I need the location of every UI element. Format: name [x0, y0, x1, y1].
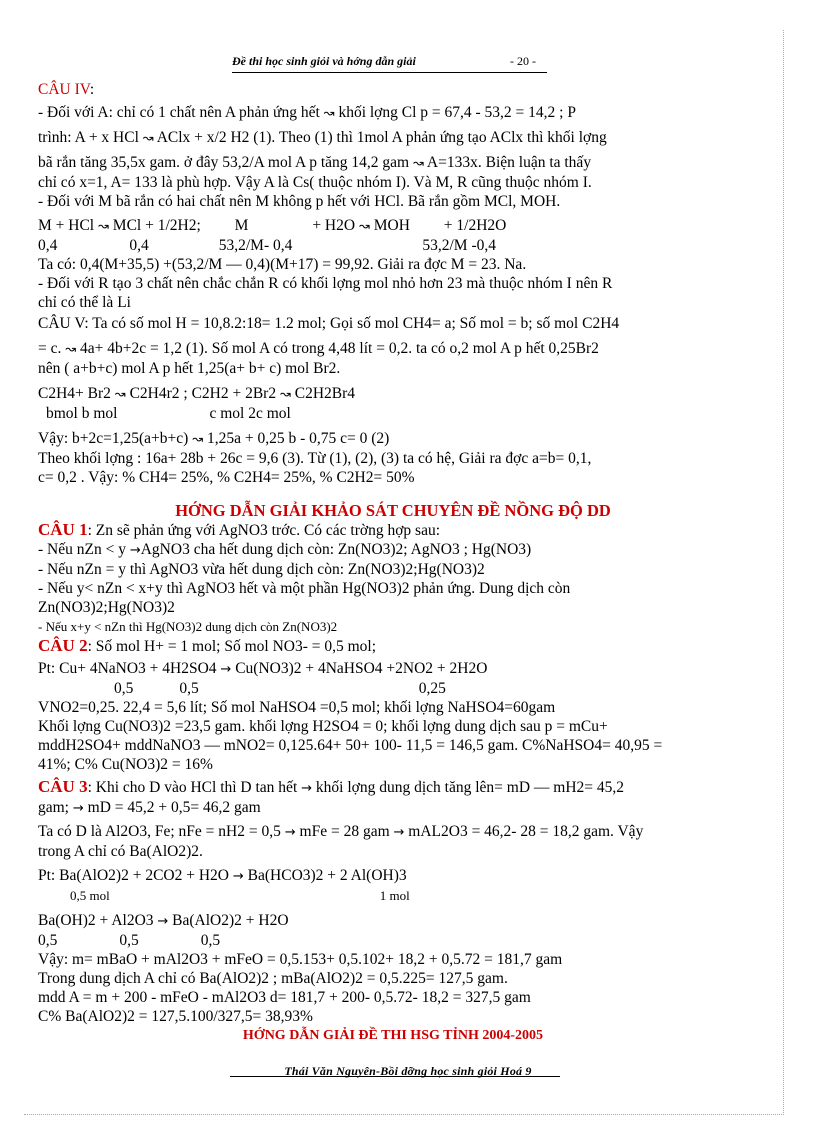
cau5-line: CÂU V: Ta có số mol H = 10,8.2:18= 1.2 mol; Gọi số mol CH4= a; Số mol = b; số mol C2H4	[38, 315, 620, 332]
text-line: gam; → mD = 45,2 + 0,5= 46,2 gam	[38, 799, 261, 816]
page-footer: Thái Văn Nguyên-Bồi dỡng học sinh giỏi Hoá 9	[284, 1064, 532, 1078]
text-line: - Nếu y< nZn < x+y thì AgNO3 hết và một phần Hg(NO3)2 phản ứng. Dung dịch còn	[38, 580, 571, 597]
arrow-icon: →	[220, 662, 232, 677]
text-line: Trong dung dịch A chỉ có Ba(AlO2)2 ; mBa(AlO2)2 = 0,5.225= 127,5 gam.	[38, 970, 508, 987]
text-line: - Nếu nZn < y →AgNO3 cha hết dung dịch còn: Zn(NO3)2; AgNO3 ; Hg(NO3)	[38, 541, 532, 558]
text-line: Khối lợng Cu(NO3)2 =23,5 gam. khối lợng H2SO4 = 0; khối lợng dung dịch sau p = mCu+	[38, 718, 608, 735]
text-line: mdd A = m + 200 - mFeO - mAl2O3 d= 181,7 + 200- 0,5.72- 18,2 = 327,5 gam	[38, 989, 531, 1006]
text-line: trong A chỉ có Ba(AlO2)2.	[38, 843, 203, 860]
document-body	[38, 80, 748, 1045]
text-line: Ta có D là Al2O3, Fe; nFe = nH2 = 0,5 → mFe = 28 gam → mAL2O3 = 46,2- 28 = 18,2 gam. Vậy	[38, 823, 644, 840]
mol-line: 0,5 0,5 0,5	[38, 932, 221, 949]
text-line: trình: A + x HCl ↝ AClx + x/2 H2 (1). Theo (1) thì 1mol A phản ứng tạo AClx thì khối lợng	[38, 129, 607, 146]
section-heading: HỚNG DẪN GIẢI ĐỀ THI HSG TỈNH 2004-2005	[242, 1028, 544, 1043]
curly-arrow-icon: ↝	[412, 156, 424, 171]
text-line: mddH2SO4+ mddNaNO3 — mNO2= 0,125.64+ 50+ 100- 11,5 = 146,5 gam. C%NaHSO4= 40,95 =	[38, 737, 663, 754]
mol-line: 0,4 0,4 53,2/M- 0,4 53,2/M -0,4	[38, 237, 496, 254]
text-line: 41%; C% Cu(NO3)2 = 16%	[38, 756, 213, 773]
equation-line: Ba(OH)2 + Al2O3 → Ba(AlO2)2 + H2O	[38, 912, 289, 929]
arrow-icon: →	[393, 825, 405, 840]
text-line: C% Ba(AlO2)2 = 127,5.100/327,5= 38,93%	[38, 1008, 313, 1025]
curly-arrow-icon: ↝	[192, 432, 204, 447]
arrow-icon: →	[129, 543, 141, 558]
text-line: = c. ↝ 4a+ 4b+2c = 1,2 (1). Số mol A có trong 4,48 lít = 0,2. ta có o,2 mol A p hết 0,25Br2	[38, 340, 599, 357]
cau4-heading: CÂU IV:	[38, 81, 95, 98]
curly-arrow-icon: ↝	[65, 342, 77, 357]
arrow-icon: →	[284, 825, 296, 840]
cau2-line: CÂU 2: Số mol H+ = 1 mol; Số mol NO3- = 0,5 mol;	[38, 636, 377, 655]
header-rule	[232, 72, 547, 73]
curly-arrow-icon: ↝	[114, 387, 126, 402]
curly-arrow-icon: ↝	[358, 219, 370, 234]
text-line: - Nếu x+y < nZn thì Hg(NO3)2 dung dịch còn Zn(NO3)2	[38, 619, 338, 634]
page-number: - 20 -	[510, 54, 536, 68]
arrow-icon: →	[157, 914, 169, 929]
text-line: bã rắn tăng 35,5x gam. ở đây 53,2/A mol A p tăng 14,2 gam ↝ A=133x. Biện luận ta thấy	[38, 154, 592, 171]
text-line: - Nếu nZn = y thì AgNO3 vừa hết dung dịch còn: Zn(NO3)2;Hg(NO3)2	[38, 561, 485, 578]
equation-line: Pt: Cu+ 4NaNO3 + 4H2SO4 → Cu(NO3)2 + 4NaHSO4 +2NO2 + 2H2O	[38, 660, 488, 677]
mol-line: bmol b mol c mol 2c mol	[46, 405, 291, 422]
text-line: c= 0,2 . Vậy: % CH4= 25%, % C2H4= 25%, % C2H2= 50%	[38, 469, 415, 486]
arrow-icon: →	[232, 869, 244, 884]
text-line: Theo khối lợng : 16a+ 28b + 26c = 9,6 (3). Từ (1), (2), (3) ta có hệ, Giải ra đợc a=b= 0,1,	[38, 450, 592, 467]
mol-line: 0,5 0,5 0,25	[114, 680, 446, 697]
section-heading: HỚNG DẪN GIẢI KHẢO SÁT CHUYÊN ĐỀ NỒNG ĐỘ DD	[175, 501, 611, 520]
text-line: Vậy: m= mBaO + mAl2O3 + mFeO = 0,5.153+ 0,5.102+ 18,2 + 0,5.72 = 181,7 gam	[38, 951, 563, 968]
equation-line: M + HCl ↝ MCl + 1/2H2; M + H2O ↝ MOH + 1/2H2O	[38, 217, 507, 234]
text-line: Zn(NO3)2;Hg(NO3)2	[38, 599, 175, 616]
arrow-icon: →	[301, 781, 313, 796]
arrow-icon: →	[72, 801, 84, 816]
text-line: chỉ có thể là Li	[38, 294, 131, 311]
text-line: Ta có: 0,4(M+35,5) +(53,2/M — 0,4)(M+17) = 99,92. Giải ra đợc M = 23. Na.	[38, 256, 527, 273]
text-line: - Đối với R tạo 3 chất nên chắc chắn R có khối lợng mol nhỏ hơn 23 mà thuộc nhóm I nên R	[38, 275, 613, 292]
cau3-line: CÂU 3: Khi cho D vào HCl thì D tan hết → khối lợng dung dịch tăng lên= mD — mH2= 45,2	[38, 777, 625, 796]
text-line: nên ( a+b+c) mol A p hết 1,25(a+ b+ c) mol Br2.	[38, 360, 341, 377]
equation-line: Pt: Ba(AlO2)2 + 2CO2 + H2O → Ba(HCO3)2 + 2 Al(OH)3	[38, 867, 407, 884]
text-line: Vậy: b+2c=1,25(a+b+c) ↝ 1,25a + 0,25 b - 0,75 c= 0 (2)	[38, 430, 390, 447]
text-line: VNO2=0,25. 22,4 = 5,6 lít; Số mol NaHSO4 =0,5 mol; khối lợng NaHSO4=60gam	[38, 699, 556, 716]
mol-line: 0,5 mol 1 mol	[70, 888, 410, 903]
header-title: Đề thi học sinh giỏi và hớng dẫn giải	[232, 54, 416, 68]
curly-arrow-icon: ↝	[279, 387, 291, 402]
text-line: - Đối với M bã rắn có hai chất nên M không p hết với HCl. Bã rắn gồm MCl, MOH.	[38, 193, 561, 210]
curly-arrow-icon: ↝	[98, 219, 109, 234]
text-line: - Đối với A: chỉ có 1 chất nên A phản ứng hết ↝ khối lợng Cl p = 67,4 - 53,2 = 14,2 ; P	[38, 104, 576, 121]
curly-arrow-icon: ↝	[323, 106, 335, 121]
text-line: chỉ có x=1, A= 133 là phù hợp. Vậy A là Cs( thuộc nhóm I). Và M, R cũng thuộc nhóm I.	[38, 174, 592, 191]
equation-line: C2H4+ Br2 ↝ C2H4r2 ; C2H2 + 2Br2 ↝ C2H2Br4	[38, 385, 356, 402]
footer-rule	[230, 1076, 560, 1077]
cau1-line: CÂU 1: Zn sẽ phản ứng với AgNO3 trớc. Có các trờng hợp sau:	[38, 520, 441, 539]
curly-arrow-icon: ↝	[142, 131, 154, 146]
